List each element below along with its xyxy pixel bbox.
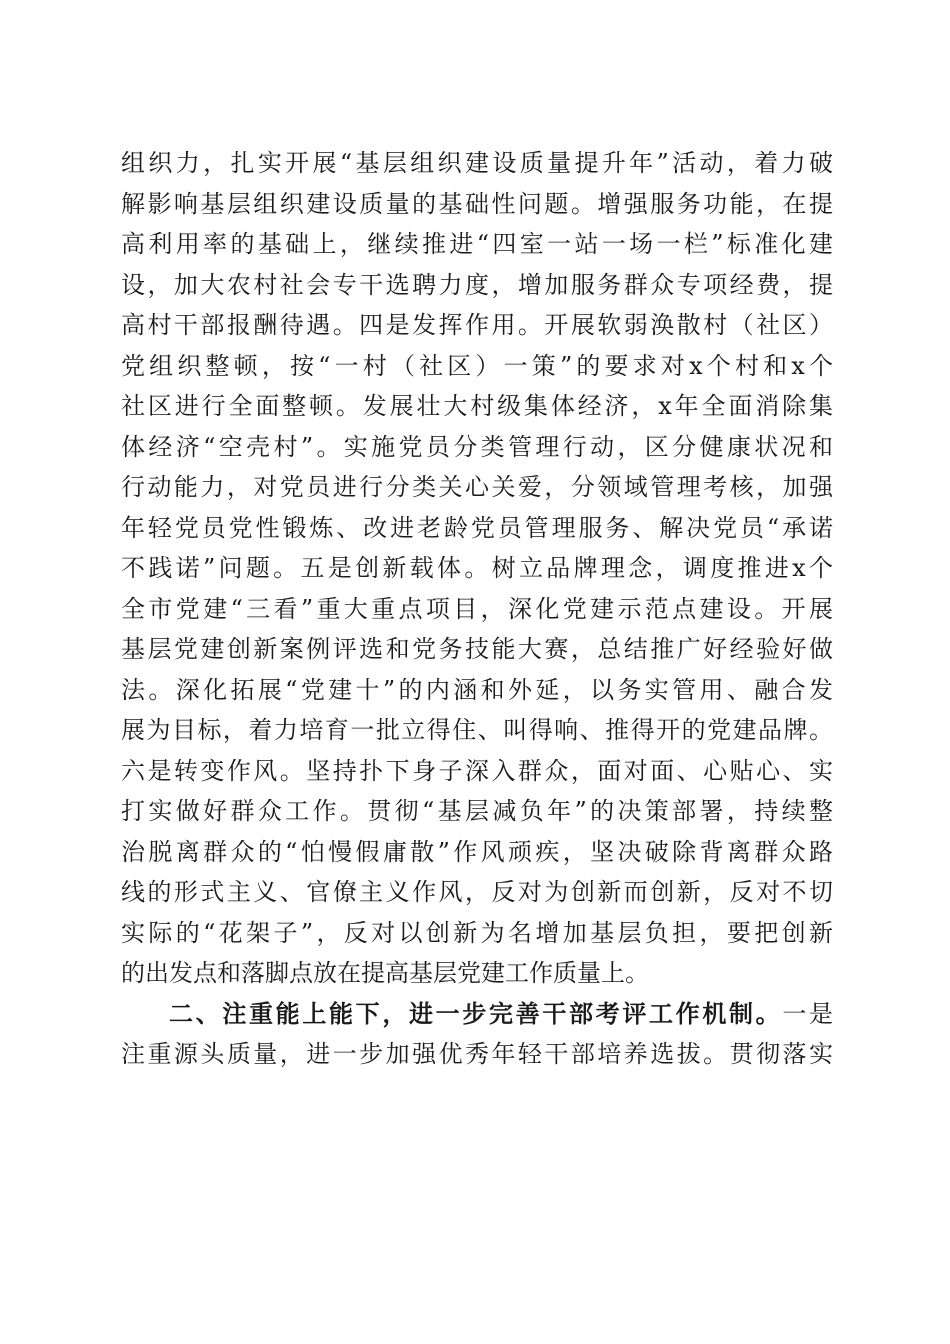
section-heading-line	[121, 994, 833, 1035]
text-line: 党组织整顿，按“一村（社区）一策”的要求对x个村和x个	[121, 351, 833, 380]
text-line: 社区进行全面整顿。发展壮大村级集体经济，x年全面消除集	[121, 392, 833, 420]
text-line: 设，加大农村社会专干选聘力度，增加服务群众专项经费，提	[121, 270, 833, 299]
text-line: 组织力，扎实开展“基层组织建设质量提升年”活动，着力破	[121, 149, 833, 177]
text-line: 六是转变作风。坚持扑下身子深入群众，面对面、心贴心、实	[121, 756, 833, 785]
text-line: 实际的“花架子”，反对以创新为名增加基层负担，要把创新	[121, 918, 833, 947]
text-line: 解影响基层组织建设质量的基础性问题。增强服务功能，在提	[121, 189, 833, 218]
text-line: 高利用率的基础上，继续推进“四室一站一场一栏”标准化建	[121, 230, 833, 258]
text-line: 体经济“空壳村”。实施党员分类管理行动，区分健康状况和	[121, 432, 833, 461]
text-line: 治脱离群众的“怕慢假庸散”作风顽疾，坚决破除背离群众路	[121, 837, 833, 866]
text-line: 线的形式主义、官僚主义作风，反对为创新而创新，反对不切	[121, 878, 833, 906]
text-line: 高村干部报酬待遇。四是发挥作用。开展软弱涣散村（社区）	[121, 311, 833, 339]
text-line: 全市党建“三看”重大重点项目，深化党建示范点建设。开展	[121, 594, 833, 623]
text-line: 展为目标，着力培育一批立得住、叫得响、推得开的党建品牌。	[121, 716, 833, 744]
body-text	[121, 143, 833, 1075]
text-line: 的出发点和落脚点放在提高基层党建工作质量上。	[121, 959, 649, 987]
text-line: 注重源头质量，进一步加强优秀年轻干部培养选拔。贯彻落实	[121, 1040, 833, 1068]
text-line: 行动能力，对党员进行分类关心关爱，分领域管理考核，加强	[121, 473, 833, 501]
text-line: 不践诺”问题。五是创新载体。树立品牌理念，调度推进x个	[121, 554, 833, 582]
text-line: 法。深化拓展“党建十”的内涵和外延，以务实管用、融合发	[121, 675, 833, 704]
section-heading: 二、注重能上能下，进一步完善干部考评工作机制。	[169, 998, 783, 1028]
text-line: 年轻党员党性锻炼、改进老龄党员管理服务、解决党员“承诺	[121, 513, 833, 542]
text-line: 打实做好群众工作。贯彻“基层减负年”的决策部署，持续整	[121, 797, 833, 825]
text-line: 基层党建创新案例评选和党务技能大赛，总结推广好经验好做	[121, 635, 833, 663]
text-fragment: 一是	[782, 999, 834, 1028]
